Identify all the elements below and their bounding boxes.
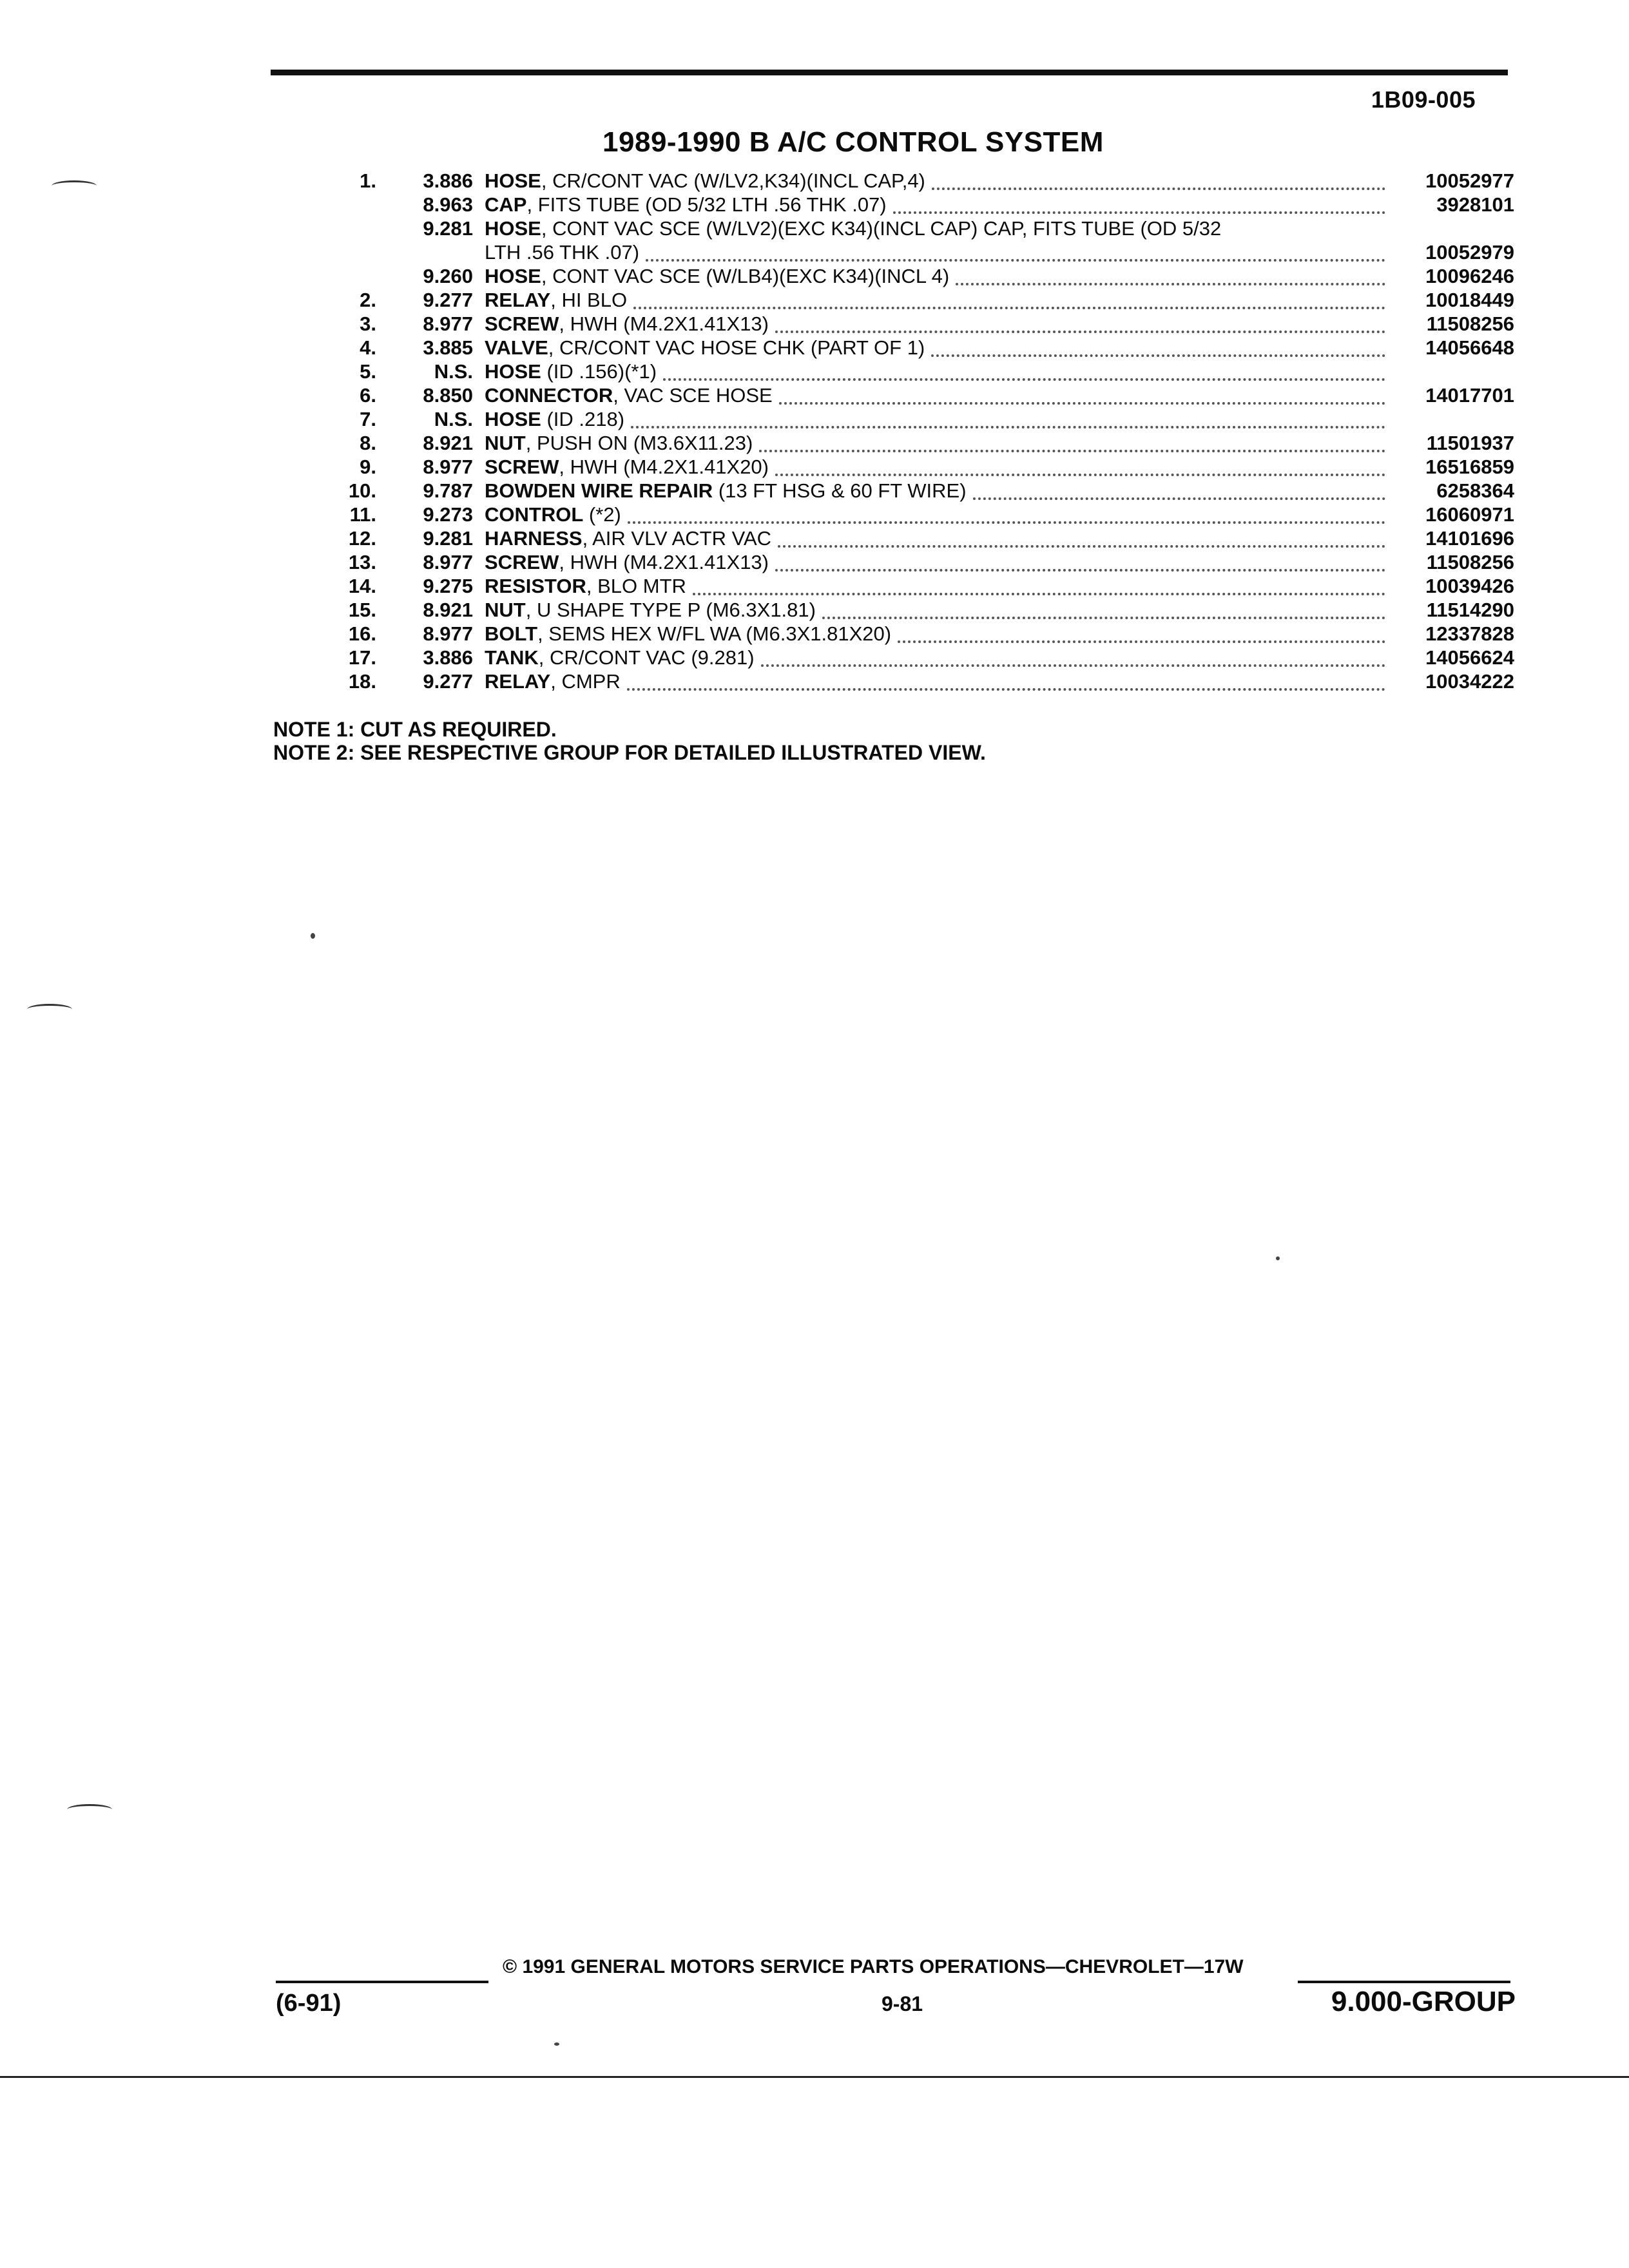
part-name: BOWDEN WIRE REPAIR bbox=[485, 479, 713, 502]
group-number: 8.977 bbox=[423, 312, 473, 335]
part-row bbox=[322, 503, 1514, 526]
ref-number: 11. bbox=[349, 503, 376, 526]
group-number: 8.963 bbox=[423, 193, 473, 216]
ref-number: 18. bbox=[348, 670, 376, 693]
part-detail: , SEMS HEX W/FL WA (M6.3X1.81X20) bbox=[537, 622, 892, 645]
part-description bbox=[485, 526, 1392, 550]
part-detail: , CR/CONT VAC (9.281) bbox=[538, 646, 755, 669]
group-number: 3.886 bbox=[423, 169, 473, 192]
part-name: CONTROL bbox=[485, 503, 584, 526]
part-name: SCREW bbox=[485, 551, 559, 573]
part-detail: , CONT VAC SCE (W/LB4)(EXC K34)(INCL 4) bbox=[541, 265, 950, 287]
part-description bbox=[485, 622, 1392, 646]
group-number: 8.921 bbox=[423, 599, 473, 621]
footer-rule-left bbox=[276, 1981, 488, 1983]
part-description bbox=[485, 479, 1392, 503]
part-number: 11508256 bbox=[1426, 312, 1514, 335]
part-number: 11508256 bbox=[1426, 551, 1514, 573]
part-name: VALVE bbox=[485, 336, 548, 359]
speck bbox=[1276, 1256, 1280, 1260]
group-number: 9.281 bbox=[423, 527, 473, 550]
note-2: NOTE 2: SEE RESPECTIVE GROUP FOR DETAILED ILLUSTRATED VIEW. bbox=[273, 741, 986, 764]
part-detail: (ID .218) bbox=[541, 408, 625, 430]
ref-number: 3. bbox=[360, 312, 376, 335]
part-detail: , CR/CONT VAC HOSE CHK (PART OF 1) bbox=[548, 336, 925, 359]
part-number: 14101696 bbox=[1425, 527, 1514, 550]
part-detail: (ID .156)(*1) bbox=[541, 360, 657, 383]
ref-number: 13. bbox=[348, 551, 376, 573]
ref-number: 8. bbox=[360, 432, 376, 454]
part-description bbox=[485, 669, 1392, 693]
revision-date: (6-91) bbox=[276, 1990, 342, 2017]
group-number: 8.977 bbox=[423, 551, 473, 573]
part-row bbox=[322, 455, 1514, 479]
part-number: 14056624 bbox=[1425, 646, 1514, 669]
part-detail: , HWH (M4.2X1.41X13) bbox=[559, 551, 769, 573]
part-number: 11514290 bbox=[1426, 599, 1514, 621]
group-number: 9.273 bbox=[423, 503, 473, 526]
part-number: 12337828 bbox=[1425, 622, 1514, 645]
part-name: HOSE bbox=[485, 217, 541, 240]
part-number: 10096246 bbox=[1425, 265, 1514, 287]
part-row bbox=[322, 288, 1514, 312]
part-number: 16516859 bbox=[1425, 456, 1514, 478]
part-description bbox=[485, 193, 1392, 216]
group-number: N.S. bbox=[434, 408, 473, 430]
ref-number: 15. bbox=[348, 599, 376, 621]
part-detail: , FITS TUBE (OD 5/32 LTH .56 THK .07) bbox=[526, 193, 887, 216]
part-number: 6258364 bbox=[1436, 479, 1514, 502]
part-name: SCREW bbox=[485, 312, 559, 335]
dot-leader bbox=[775, 566, 1385, 572]
part-row bbox=[322, 336, 1514, 360]
part-row bbox=[322, 193, 1514, 216]
part-name: RESISTOR bbox=[485, 575, 586, 597]
part-detail: , CONT VAC SCE (W/LV2)(EXC K34)(INCL CAP) CAP, FITS TUBE (OD 5/32 bbox=[541, 217, 1222, 240]
part-detail: , HWH (M4.2X1.41X20) bbox=[559, 456, 769, 478]
dot-leader bbox=[693, 590, 1385, 595]
part-detail: (13 FT HSG & 60 FT WIRE) bbox=[713, 479, 967, 502]
part-name: SCREW bbox=[485, 456, 559, 478]
parts-list bbox=[322, 169, 1514, 693]
part-description bbox=[485, 360, 1392, 383]
document-code: 1B09-005 bbox=[1371, 86, 1476, 113]
dot-leader bbox=[633, 304, 1385, 309]
part-row bbox=[322, 264, 1514, 288]
part-row bbox=[322, 216, 1514, 240]
part-number: 16060971 bbox=[1425, 503, 1514, 526]
hole-punch-mark bbox=[67, 1804, 112, 1815]
part-row bbox=[322, 240, 1514, 264]
group-number: 9.281 bbox=[423, 217, 473, 240]
group-number: 9.277 bbox=[423, 289, 473, 311]
part-row bbox=[322, 360, 1514, 383]
part-row bbox=[322, 312, 1514, 336]
part-row bbox=[322, 669, 1514, 693]
part-number: 3928101 bbox=[1436, 193, 1514, 216]
part-detail: , HWH (M4.2X1.41X13) bbox=[559, 312, 769, 335]
part-name: HOSE bbox=[485, 408, 541, 430]
part-description bbox=[485, 407, 1392, 431]
ref-number: 2. bbox=[360, 289, 376, 311]
part-description bbox=[485, 574, 1392, 598]
part-name: HARNESS bbox=[485, 527, 583, 550]
part-detail: , HI BLO bbox=[550, 289, 628, 311]
notes bbox=[273, 718, 986, 764]
part-row bbox=[322, 598, 1514, 622]
part-row bbox=[322, 169, 1514, 193]
ref-number: 1. bbox=[360, 169, 376, 192]
part-name: HOSE bbox=[485, 265, 541, 287]
part-detail: , PUSH ON (M3.6X11.23) bbox=[525, 432, 753, 454]
dot-leader bbox=[956, 280, 1385, 285]
ref-number: 6. bbox=[360, 384, 376, 407]
top-rule bbox=[271, 70, 1508, 75]
group-number: 8.850 bbox=[423, 384, 473, 407]
part-detail: (*2) bbox=[583, 503, 621, 526]
ref-number: 16. bbox=[348, 622, 376, 645]
bottom-rule bbox=[0, 2076, 1629, 2078]
dot-leader bbox=[628, 519, 1385, 524]
note-1: NOTE 1: CUT AS REQUIRED. bbox=[273, 718, 557, 741]
part-name: TANK bbox=[485, 646, 539, 669]
dot-leader bbox=[627, 686, 1385, 691]
part-detail: , BLO MTR bbox=[586, 575, 686, 597]
dot-leader bbox=[663, 376, 1385, 381]
part-row bbox=[322, 431, 1514, 455]
part-number: 10018449 bbox=[1425, 289, 1514, 311]
group-number: 8.921 bbox=[423, 432, 473, 454]
part-detail: , U SHAPE TYPE P (M6.3X1.81) bbox=[525, 599, 816, 621]
part-description bbox=[485, 240, 1392, 264]
speck bbox=[311, 933, 315, 939]
ref-number: 17. bbox=[348, 646, 376, 669]
part-name: BOLT bbox=[485, 622, 538, 645]
part-description bbox=[485, 288, 1392, 312]
speck bbox=[554, 2042, 559, 2046]
dot-leader bbox=[775, 328, 1385, 333]
dot-leader bbox=[779, 399, 1385, 405]
ref-number: 10. bbox=[348, 479, 376, 502]
group-number: 3.885 bbox=[423, 336, 473, 359]
part-detail: , CMPR bbox=[550, 670, 621, 693]
part-row bbox=[322, 550, 1514, 574]
part-detail: , CR/CONT VAC (W/LV2,K34)(INCL CAP,4) bbox=[541, 169, 925, 192]
part-description bbox=[485, 383, 1392, 407]
part-description bbox=[485, 503, 1392, 526]
hole-punch-mark bbox=[27, 1004, 72, 1015]
part-detail: , AIR VLV ACTR VAC bbox=[582, 527, 772, 550]
part-description bbox=[485, 336, 1392, 360]
part-name: RELAY bbox=[485, 670, 551, 693]
part-row bbox=[322, 622, 1514, 646]
page-title: 1989-1990 B A/C CONTROL SYSTEM bbox=[602, 126, 1104, 158]
page-number: 9-81 bbox=[882, 1992, 923, 2015]
hole-punch-mark bbox=[52, 180, 97, 191]
part-number: 10052977 bbox=[1425, 169, 1514, 192]
part-description bbox=[485, 264, 1392, 288]
dot-leader bbox=[898, 638, 1385, 643]
group-number: 9.787 bbox=[423, 479, 473, 502]
ref-number: 5. bbox=[360, 360, 376, 383]
part-name: RELAY bbox=[485, 289, 551, 311]
dot-leader bbox=[822, 614, 1385, 619]
group-number: 9.275 bbox=[423, 575, 473, 597]
dot-leader bbox=[893, 209, 1385, 214]
part-row bbox=[322, 646, 1514, 669]
part-row bbox=[322, 383, 1514, 407]
part-number: 10034222 bbox=[1425, 670, 1514, 693]
footer-rule-right bbox=[1298, 1981, 1510, 1983]
part-row bbox=[322, 574, 1514, 598]
part-name: CONNECTOR bbox=[485, 384, 613, 407]
dot-leader bbox=[932, 185, 1385, 190]
part-name: NUT bbox=[485, 599, 526, 621]
part-number: 11501937 bbox=[1426, 432, 1514, 454]
ref-number: 12. bbox=[348, 527, 376, 550]
ref-number: 14. bbox=[348, 575, 376, 597]
part-description bbox=[485, 216, 1392, 240]
group-number: 8.977 bbox=[423, 622, 473, 645]
dot-leader bbox=[761, 662, 1385, 667]
part-detail: LTH .56 THK .07) bbox=[485, 241, 640, 264]
group-number: 3.886 bbox=[423, 646, 473, 669]
part-number: 14017701 bbox=[1425, 384, 1514, 407]
dot-leader bbox=[775, 471, 1385, 476]
part-number: 10039426 bbox=[1425, 575, 1514, 597]
dot-leader bbox=[631, 423, 1385, 428]
group-number: 8.977 bbox=[423, 456, 473, 478]
group-number: N.S. bbox=[434, 360, 473, 383]
part-description bbox=[485, 550, 1392, 574]
ref-number: 7. bbox=[360, 408, 376, 430]
part-name: NUT bbox=[485, 432, 526, 454]
part-detail: , VAC SCE HOSE bbox=[613, 384, 773, 407]
group-label: 9.000-GROUP bbox=[1331, 1986, 1516, 2017]
part-number: 14056648 bbox=[1425, 336, 1514, 359]
dot-leader bbox=[759, 447, 1385, 452]
dot-leader bbox=[931, 352, 1385, 357]
part-row bbox=[322, 526, 1514, 550]
copyright-line: © 1991 GENERAL MOTORS SERVICE PARTS OPERATIONS—CHEVROLET—17W bbox=[503, 1956, 1244, 1977]
dot-leader bbox=[646, 256, 1385, 262]
part-name: HOSE bbox=[485, 169, 541, 192]
part-name: CAP bbox=[485, 193, 527, 216]
part-description bbox=[485, 169, 1392, 193]
dot-leader bbox=[973, 495, 1385, 500]
ref-number: 9. bbox=[360, 456, 376, 478]
part-description bbox=[485, 646, 1392, 669]
part-row bbox=[322, 479, 1514, 503]
part-name: HOSE bbox=[485, 360, 541, 383]
part-description bbox=[485, 312, 1392, 336]
ref-number: 4. bbox=[360, 336, 376, 359]
group-number: 9.277 bbox=[423, 670, 473, 693]
part-description bbox=[485, 455, 1392, 479]
part-number: 10052979 bbox=[1425, 241, 1514, 264]
part-description bbox=[485, 431, 1392, 455]
group-number: 9.260 bbox=[423, 265, 473, 287]
part-description bbox=[485, 598, 1392, 622]
part-row bbox=[322, 407, 1514, 431]
dot-leader bbox=[778, 543, 1385, 548]
